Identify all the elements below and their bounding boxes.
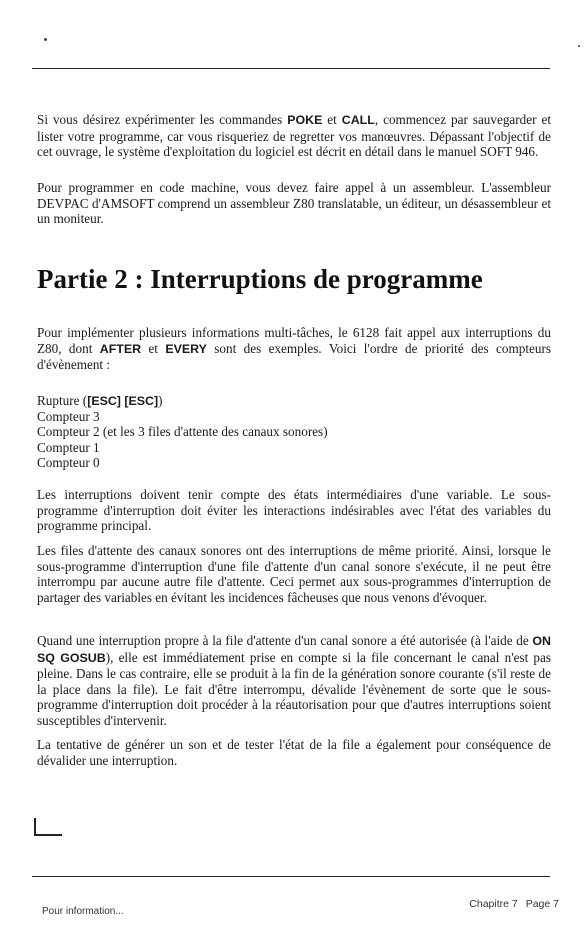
paragraph-sound-queues: Les files d'attente des canaux sonores ont des interruptions de même priorité. Ainsi, lorsque le sous-programme d'interruption d'une file d'attente d'un canal sonore s'exécute, il ne peut être interrompu par aucune autre file d'attente. Ceci permet aux sous-programmes d'interruption de partager des variables en évitant les incidences fâcheuses que nous venons d'évoquer. <box>37 543 551 605</box>
paragraph-on-sq-gosub <box>37 633 551 728</box>
keyword-poke: POKE <box>287 113 323 127</box>
footer-chapter: Chapitre 7 <box>469 898 518 910</box>
keyword-on-sq-gosub: ON SQ GOSUB <box>37 634 551 665</box>
footer-rule <box>32 876 550 877</box>
keyword-every: EVERY <box>165 341 207 356</box>
text-run: et <box>322 112 342 127</box>
priority-item-rupture <box>37 393 551 409</box>
priority-list <box>37 393 551 470</box>
footer-info: Pour information... <box>42 906 124 917</box>
priority-item-compteur-2: Compteur 2 (et les 3 files d'attente des canaux sonores) <box>37 424 328 440</box>
header-rule <box>32 68 550 69</box>
text-run: ) <box>158 393 163 408</box>
keyword-esc-esc: [ESC] [ESC] <box>87 394 159 408</box>
keyword-after: AFTER <box>99 341 142 356</box>
paragraph-multitask <box>37 325 551 373</box>
paragraph-intermediate-states: Les interruptions doivent tenir compte des états intermédiaires d'une variable. Le sous-programme d'interruption doit éviter les interactions indésirables avec l'état des variables du programme principal. <box>37 487 551 533</box>
text-run: , commencez par sauvegarder et lister votre programme, car vous risqueriez de regretter vos manœuvres. Dépassant l'objectif de cet ouvrage, le système d'exploitation du logiciel est décrit en détail dans le manuel SOFT 946. <box>37 112 551 159</box>
keyword-call: CALL <box>341 113 375 127</box>
scan-speck <box>578 45 580 47</box>
priority-item-compteur-3: Compteur 3 <box>37 409 100 425</box>
text-run: Rupture ( <box>37 393 88 408</box>
footer-page: Page 7 <box>525 898 559 910</box>
corner-bracket-mark <box>34 818 62 836</box>
paragraph-sound-test: La tentative de générer un son et de tester l'état de la file a également pour conséquence de dévalider une interruption. <box>37 737 551 768</box>
paragraph-assembler: Pour programmer en code machine, vous devez faire appel à un assembleur. L'assembleur DEVPAC d'AMSOFT comprend un assembleur Z80 translatable, un éditeur, un désassembleur et un moniteur. <box>37 180 551 226</box>
priority-item-compteur-1: Compteur 1 <box>37 439 100 455</box>
text-run: ), elle est immédiatement prise en compte si la file concernant le canal n'est pas pleine. Dans le cas contraire, elle se produit à la fin de la génération sonore courante (s'il reste de la place dans la file). Le fait d'être interrompu, dévalide l'évènement de sorte que le sous-programme d'interruption doit procéder à la réautorisation pour que d'autres interruptions soient susceptibles d'intervenir. <box>37 649 552 728</box>
text-run: et <box>141 340 166 356</box>
footer-page-ref <box>469 898 559 910</box>
scan-speck <box>44 38 47 41</box>
section-heading: Partie 2 : Interruptions de programme <box>37 264 483 294</box>
text-run: Quand une interruption propre à la file d'attente d'un canal sonore a été autorisée (à l'aide de <box>37 633 533 648</box>
text-run: Si vous désirez expérimenter les commandes <box>37 112 288 127</box>
priority-item-compteur-0: Compteur 0 <box>37 454 100 470</box>
text-run: Pour implémenter plusieurs informations multi-tâches, le 6128 fait appel aux interruptions du Z80, dont <box>37 325 551 356</box>
paragraph-poke-call <box>37 112 551 160</box>
text-run: sont des exemples. Voici l'ordre de priorité des compteurs d'évènement : <box>37 340 551 372</box>
